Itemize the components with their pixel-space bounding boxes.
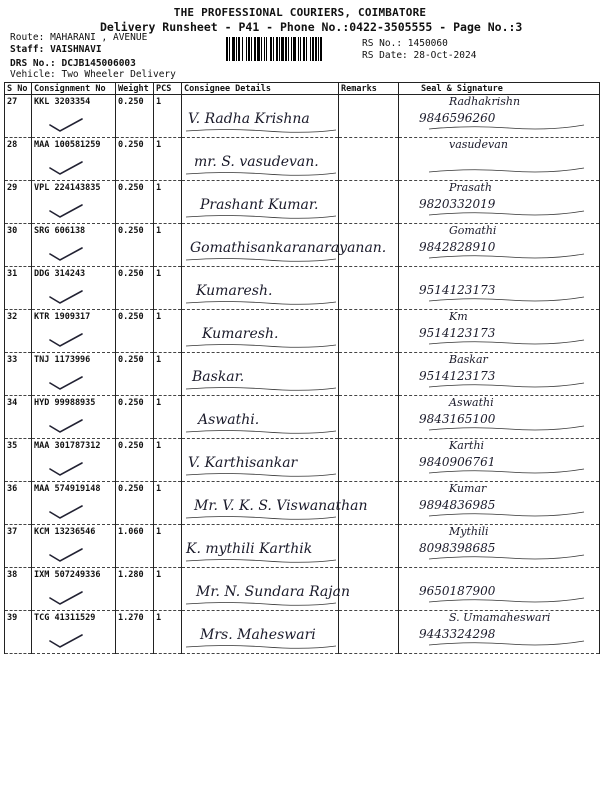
consignment-number: DDG 314243: [34, 269, 86, 279]
cell-consignment: [32, 525, 116, 568]
cell-sno: 28: [5, 138, 32, 181]
handwriting-underline: [186, 643, 336, 649]
tick-mark-icon: [48, 418, 84, 434]
cell-remarks: [339, 353, 399, 396]
handwriting-underline: [186, 342, 336, 348]
company-title: THE PROFESSIONAL COURIERS, COIMBATORE: [173, 6, 427, 19]
cell-remarks: [339, 525, 399, 568]
cell-consignee: [182, 224, 387, 267]
signature-phone: 9840906761: [419, 455, 496, 469]
route-label: Route:: [10, 32, 45, 43]
cell-sno: 38: [5, 568, 32, 611]
handwriting-underline: [186, 213, 336, 219]
table-row: [5, 310, 600, 353]
signature-phone: 9514123173: [419, 369, 496, 383]
rs-no-value: 1450060: [407, 38, 448, 49]
cell-consignment: [32, 482, 116, 525]
cell-consignment: [32, 95, 116, 138]
signature-phone: 9514123173: [419, 283, 496, 297]
cell-weight: 0.250: [116, 353, 154, 396]
cell-signature: [399, 525, 600, 568]
cell-consignment: [32, 310, 116, 353]
handwriting-underline: [186, 127, 336, 133]
cell-consignment: [32, 353, 116, 396]
signature-scribble: [399, 482, 589, 520]
handwriting-underline: [186, 256, 336, 262]
table-row: [5, 95, 600, 138]
cell-consignment: [32, 568, 116, 611]
tick-mark-icon: [48, 332, 84, 348]
table-header-row: [5, 83, 600, 95]
consignment-number: MAA 100581259: [34, 140, 101, 150]
consignment-number: TCG 41311529: [34, 613, 96, 623]
consignment-number: TNJ 1173996: [34, 355, 91, 365]
cell-consignment: [32, 224, 116, 267]
rs-no-line: [362, 38, 448, 49]
consignee-name: Prashant Kumar.: [200, 197, 319, 213]
rs-date-value: 28-Oct-2024: [413, 50, 477, 61]
cell-weight: 0.250: [116, 138, 154, 181]
signature-scribble: [399, 568, 589, 606]
cell-signature: [399, 611, 600, 654]
tick-mark-icon: [48, 289, 84, 305]
drs-label: DRS No.:: [10, 58, 56, 69]
table-row: [5, 181, 600, 224]
consignee-name: Gomathisankaranarayanan.: [190, 240, 387, 256]
cell-sno: 27: [5, 95, 32, 138]
cell-sno: 39: [5, 611, 32, 654]
signature-name: Km: [449, 310, 468, 323]
cell-signature: [399, 353, 600, 396]
consignee-name: Aswathi.: [198, 412, 260, 428]
consignment-number: VPL 224143835: [34, 183, 101, 193]
cell-remarks: [339, 267, 399, 310]
consignment-number: KKL 3203354: [34, 97, 91, 107]
cell-consignee: [182, 353, 339, 396]
drs-line: [10, 58, 136, 69]
cell-pcs: 1: [154, 224, 182, 267]
signature-phone: 8098398685: [419, 541, 496, 555]
staff-value: VAISHNAVI: [50, 44, 102, 55]
cell-pcs: 1: [154, 267, 182, 310]
cell-consignee: [182, 611, 339, 654]
signature-phone: 9443324298: [419, 627, 496, 641]
cell-weight: 0.250: [116, 224, 154, 267]
col-header-consignment: Consignment No: [32, 83, 116, 95]
table-row: [5, 439, 600, 482]
signature-name: Prasath: [449, 181, 492, 194]
signature-phone: 9820332019: [419, 197, 496, 211]
cell-consignment: [32, 181, 116, 224]
cell-pcs: 1: [154, 525, 182, 568]
signature-name: S. Umamaheswari: [449, 611, 551, 624]
table-row: [5, 353, 600, 396]
tick-mark-icon: [48, 504, 84, 520]
cell-sno: 34: [5, 396, 32, 439]
signature-name: Karthi: [449, 439, 485, 452]
cell-consignment: [32, 396, 116, 439]
signature-scribble: [399, 224, 589, 262]
cell-pcs: 1: [154, 482, 182, 525]
cell-consignment: [32, 267, 116, 310]
col-header-weight: Weight: [116, 83, 154, 95]
rs-date-line: [362, 50, 476, 61]
signature-phone: 9843165100: [419, 412, 496, 426]
cell-sno: 33: [5, 353, 32, 396]
tick-mark-icon: [48, 117, 84, 133]
signature-name: Gomathi: [449, 224, 497, 237]
cell-remarks: [339, 568, 399, 611]
consignee-name: Mr. N. Sundara Rajan: [196, 584, 350, 600]
staff-label: Staff:: [10, 44, 45, 55]
signature-scribble: [399, 611, 589, 649]
cell-pcs: 1: [154, 310, 182, 353]
cell-signature: [399, 267, 600, 310]
table-row: [5, 138, 600, 181]
signature-name: Baskar: [449, 353, 488, 366]
consignee-name: mr. S. vasudevan.: [194, 154, 319, 170]
cell-weight: 0.250: [116, 181, 154, 224]
signature-phone: 9650187900: [419, 584, 496, 598]
cell-consignee: [182, 267, 339, 310]
consignment-number: HYD 99988935: [34, 398, 96, 408]
cell-weight: 0.250: [116, 267, 154, 310]
cell-remarks: [339, 439, 399, 482]
tick-mark-icon: [48, 547, 84, 563]
cell-sno: 37: [5, 525, 32, 568]
signature-scribble: [399, 267, 589, 305]
table-row: [5, 568, 600, 611]
cell-consignment: [32, 138, 116, 181]
tick-mark-icon: [48, 160, 84, 176]
col-header-signature: Seal & Signature: [399, 83, 600, 95]
consignee-name: K. mythili Karthik: [186, 541, 313, 557]
cell-consignee: [182, 568, 350, 611]
signature-scribble: [399, 310, 589, 348]
cell-weight: 0.250: [116, 439, 154, 482]
cell-consignment: [32, 439, 116, 482]
cell-weight: 0.250: [116, 396, 154, 439]
cell-signature: [399, 224, 600, 267]
barcode-image: [226, 37, 353, 61]
handwriting-underline: [186, 299, 336, 305]
cell-pcs: 1: [154, 181, 182, 224]
cell-pcs: 1: [154, 611, 182, 654]
signature-phone: 9514123173: [419, 326, 496, 340]
rs-date-label: RS Date:: [362, 50, 408, 61]
signature-phone: 9846596260: [419, 111, 496, 125]
cell-signature: [399, 439, 600, 482]
col-header-pcs: PCS: [154, 83, 182, 95]
table-row: [5, 482, 600, 525]
signature-scribble: [399, 181, 589, 219]
consignment-number: IXM 507249336: [34, 570, 101, 580]
cell-weight: 1.270: [116, 611, 154, 654]
table-row: [5, 611, 600, 654]
handwriting-underline: [186, 428, 336, 434]
signature-scribble: [399, 439, 589, 477]
delivery-table: [4, 82, 599, 656]
handwriting-underline: [186, 471, 336, 477]
consignee-name: Mrs. Maheswari: [200, 627, 316, 643]
cell-sno: 32: [5, 310, 32, 353]
consignee-name: V. Radha Krishna: [188, 111, 310, 127]
cell-consignee: [182, 482, 368, 525]
signature-name: Aswathi: [449, 396, 494, 409]
cell-remarks: [339, 95, 399, 138]
cell-weight: 1.060: [116, 525, 154, 568]
signature-scribble: [399, 353, 589, 391]
route-value: MAHARANI , AVENUE: [50, 32, 148, 43]
cell-signature: [399, 310, 600, 353]
col-header-consignee: Consignee Details: [182, 83, 339, 95]
cell-consignee: [182, 95, 339, 138]
route-line: [10, 32, 147, 43]
table-row: [5, 224, 600, 267]
signature-name: vasudevan: [449, 138, 508, 151]
cell-sno: 35: [5, 439, 32, 482]
runsheet-title: Delivery Runsheet - P41 - Phone No.:0422-3505555 - Page No.:3: [100, 20, 523, 34]
table-row: [5, 396, 600, 439]
cell-sno: 36: [5, 482, 32, 525]
signature-phone: 9894836985: [419, 498, 496, 512]
cell-remarks: [339, 396, 399, 439]
signature-name: Mythili: [449, 525, 489, 538]
cell-sno: 31: [5, 267, 32, 310]
cell-signature: [399, 138, 600, 181]
handwriting-underline: [186, 170, 336, 176]
cell-weight: 1.280: [116, 568, 154, 611]
cell-consignee: [182, 310, 339, 353]
tick-mark-icon: [48, 590, 84, 606]
cell-consignee: [182, 181, 339, 224]
cell-consignee: [182, 525, 339, 568]
consignee-name: Kumaresh.: [202, 326, 279, 342]
cell-consignee: [182, 439, 339, 482]
handwriting-underline: [186, 600, 336, 606]
consignment-number: MAA 301787312: [34, 441, 101, 451]
col-header-sno: S No: [5, 83, 32, 95]
cell-pcs: 1: [154, 95, 182, 138]
cell-signature: [399, 95, 600, 138]
handwriting-underline: [186, 385, 336, 391]
cell-remarks: [339, 138, 399, 181]
cell-weight: 0.250: [116, 310, 154, 353]
cell-sno: 29: [5, 181, 32, 224]
signature-scribble: [399, 138, 589, 176]
cell-remarks: [339, 611, 399, 654]
consignment-number: KTR 1909317: [34, 312, 91, 322]
col-header-remarks: Remarks: [339, 83, 399, 95]
handwriting-underline: [186, 514, 336, 520]
cell-signature: [399, 568, 600, 611]
rs-no-label: RS No.:: [362, 38, 403, 49]
signature-scribble: [399, 525, 589, 563]
cell-consignee: [182, 396, 339, 439]
cell-pcs: 1: [154, 568, 182, 611]
cell-weight: 0.250: [116, 95, 154, 138]
barcode-gap: [322, 37, 325, 61]
signature-scribble: [399, 95, 589, 133]
cell-remarks: [339, 224, 399, 267]
drs-value: DCJB145006003: [61, 58, 136, 69]
table-row: [5, 267, 600, 310]
tick-mark-icon: [48, 246, 84, 262]
consignee-name: Baskar.: [192, 369, 245, 385]
cell-remarks: [339, 482, 399, 525]
consignee-name: V. Karthisankar: [188, 455, 298, 471]
cell-pcs: 1: [154, 353, 182, 396]
cell-remarks: [339, 310, 399, 353]
consignment-number: SRG 606138: [34, 226, 86, 236]
cell-weight: 0.250: [116, 482, 154, 525]
cell-pcs: 1: [154, 138, 182, 181]
consignee-name: Kumaresh.: [196, 283, 273, 299]
cell-pcs: 1: [154, 439, 182, 482]
staff-line: [10, 44, 102, 55]
signature-phone: 9842828910: [419, 240, 496, 254]
handwriting-underline: [186, 557, 336, 563]
tick-mark-icon: [48, 203, 84, 219]
consignment-number: MAA 574919148: [34, 484, 101, 494]
cell-consignment: [32, 611, 116, 654]
tick-mark-icon: [48, 633, 84, 649]
cell-signature: [399, 181, 600, 224]
cell-remarks: [339, 181, 399, 224]
tick-mark-icon: [48, 461, 84, 477]
cell-consignee: [182, 138, 339, 181]
signature-name: Kumar: [449, 482, 487, 495]
signature-name: Radhakrishn: [449, 95, 521, 108]
cell-signature: [399, 396, 600, 439]
cell-signature: [399, 482, 600, 525]
cell-sno: 30: [5, 224, 32, 267]
vehicle-line: Vehicle: Two Wheeler Delivery: [10, 69, 176, 80]
consignee-name: Mr. V. K. S. Viswanathan: [194, 498, 368, 514]
consignment-number: KCM 13236546: [34, 527, 96, 537]
cell-pcs: 1: [154, 396, 182, 439]
tick-mark-icon: [48, 375, 84, 391]
table-row: [5, 525, 600, 568]
signature-scribble: [399, 396, 589, 434]
